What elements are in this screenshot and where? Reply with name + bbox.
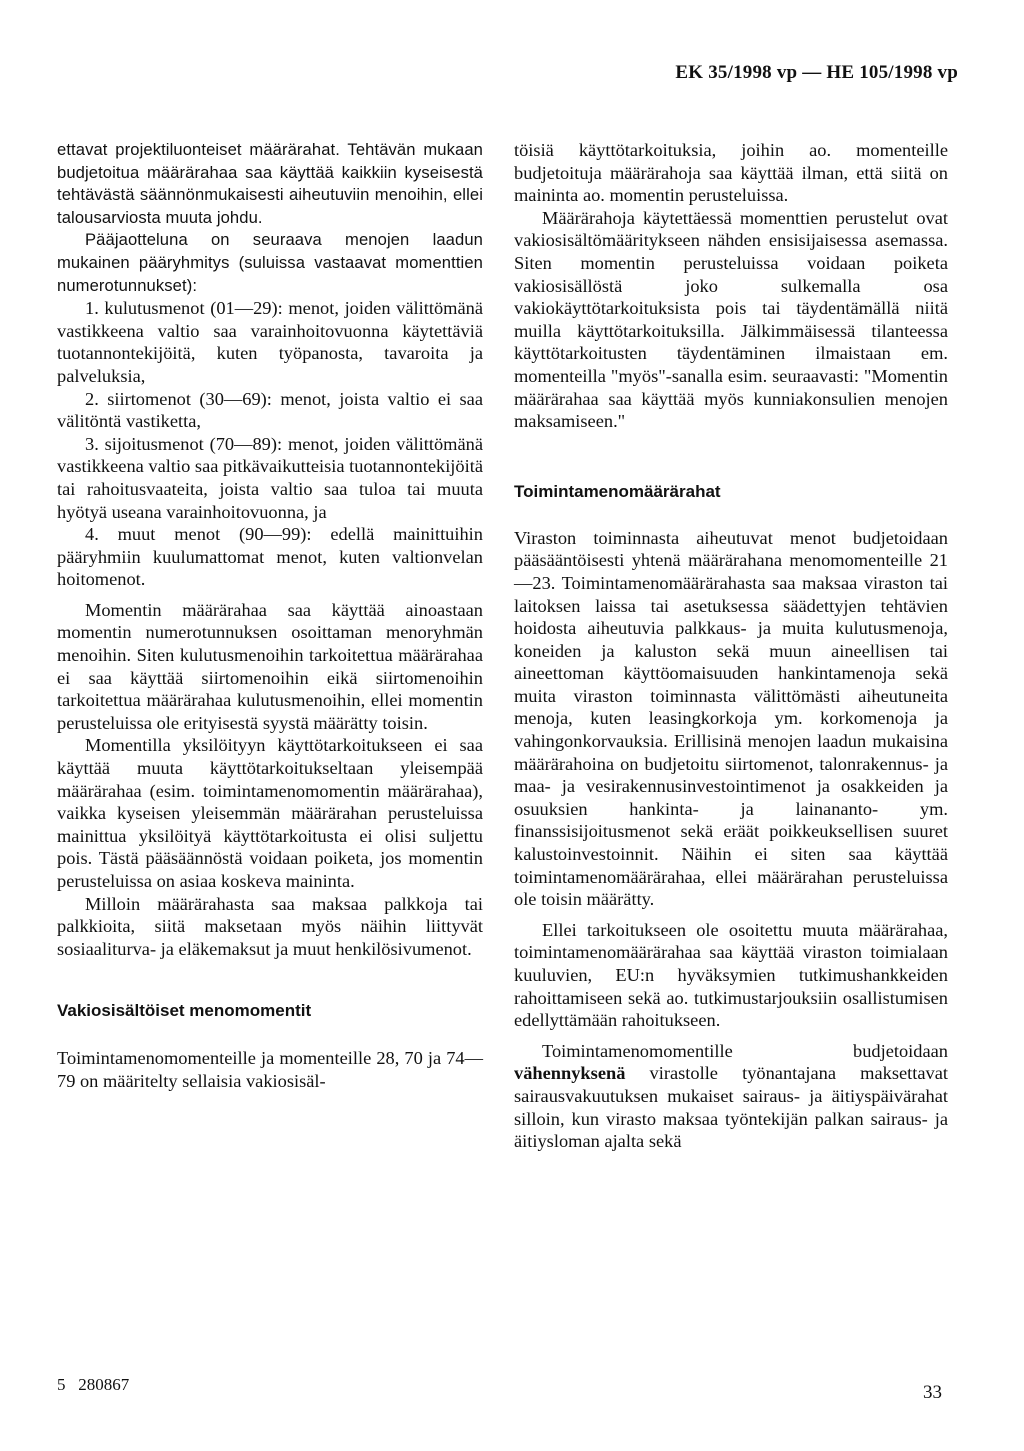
paragraph: Momentin määrärahaa saa käyttää ainoastaan momentin numerotunnuksen osoittaman menoryhmän menoihin. Siten kulutusmenoihin tarkoitettua määrärahaa ei saa käyttää siirtomenoihin eikä siirtomenoihin tarkoitettua määrärahaa kulutusmenoihin, ellei momentin perusteluissa ole erityisestä syystä määrätty toisin. [57, 599, 483, 733]
paragraph-text: Toimintamenomomentille budjetoidaan [542, 1040, 948, 1061]
section-heading: Toimintamenomäärärahat [514, 481, 721, 501]
paragraph: töisiä käyttötarkoituksia, joihin ao. momenteille budjetoituja määrärahoja saa käyttää ilman, että siitä on maininta ao. momentin perusteluissa. [514, 140, 948, 206]
paragraph: Milloin määrärahasta saa maksaa palkkoja tai palkkioita, siitä maksetaan myös näihin liittyvät sosiaaliturva- ja eläkemaksut ja muut henkilösivumenot. [57, 893, 483, 959]
list-item: 2. siirtomenot (30—69): menot, joista valtio ei saa välitöntä vastiketta, [57, 388, 483, 432]
paragraph [514, 1040, 948, 1153]
footer-code: 5 280867 [57, 1375, 130, 1394]
paragraph: ettavat projektiluonteiset määrärahat. Tehtävän mukaan budjetoitua määrärahaa saa käyttää kaikkiin kyseisestä tehtävästä säännönmukaisesti aiheutuviin menoihin, ellei talousarviosta muuta johdu. [57, 140, 483, 227]
list-item: 3. sijoitusmenot (70—89): menot, joiden välittömänä vastikkeena valtio saa pitkävaikutteisia tuotannontekijöitä tai rahoitusvaateita, joista valtio saa tuloa tai muuta hyötyä useana varainhoitovuonna, ja [57, 433, 483, 522]
page-header: EK 35/1998 vp — HE 105/1998 vp [675, 62, 958, 83]
paragraph: Pääjaotteluna on seuraava menojen laadun mukainen pääryhmitys (suluissa vastaavat momenttien numerotunnukset): [57, 230, 483, 295]
paragraph: Määrärahoja käytettäessä momenttien perustelut ovat vakiosisältömääritykseen nähden ensisijaisessa asemassa. Siten momentin perusteluissa voidaan poiketa vakiosisällöstä joko sulkemalla osa vakiokäyttötarkoituksista pois tai täydentämällä niitä muilla käyttötarkoituksilla. Jälkimmäisessä tilanteessa käyttötarkoitusten täydentäminen ilmaistaan em. momenteilla "myös"-sanalla esim. seuraavasti: "Momentin määrärahaa saa käyttää myös kunniakonsulien menojen maksamiseen." [514, 207, 948, 432]
section-heading: Vakiosisältöiset menomomentit [57, 1001, 312, 1021]
paragraph: Viraston toiminnasta aiheutuvat menot budjetoidaan pääsääntöisesti yhtenä määrärahana menomomenteille 21—23. Toimintamenomäärärahasta saa maksaa viraston tai laitoksen laissa tai asetuksessa säädettyjen tehtävien hoidosta aiheutuvia palkkaus- ja muita kulutusmenoja, koneiden ja kaluston sekä muun aineellisen tai aineettoman käyttöomaisuuden hankintamenoja sekä muita viraston toiminnasta välittömästi aiheutuneita menoja, kuten leasingkorkoja ym. korkomenoja ja vahingonkorvauksia. Erillisinä menojen laadun mukaisina määrärahoina on budjetoitu siirtomenot, talonrakennus- ja maa- ja vesirakennusinvestointimenot ja osakkeiden ja osuuksien hankinta- ja lainananto- ym. finanssisijoitusmenot sekä eräät poikkeuksellisen suuret kalustoinvestoinnit. Näihin ei siten saa käyttää toimintamenomäärärahaa, ellei määrärahan perusteluissa ole toisin määrätty. [514, 527, 948, 910]
paragraph: Momentilla yksilöityyn käyttötarkoitukseen ei saa käyttää muuta käyttötarkoitukseltaan yleisempää määrärahaa (esim. toimintamenomomentin määrärahaa), vaikka kyseisen yleisemmän määrärahan perusteluissa mainittua yksilöityä käyttötarkoitusta ei olisi suljettu pois. Tästä pääsäännöstä voidaan poiketa, jos momentin perusteluissa on asiaa koskeva maininta. [57, 735, 483, 891]
emphasis-text: vähennyksenä [514, 1063, 626, 1084]
list-item: 1. kulutusmenot (01—29): menot, joiden välittömänä vastikkeena valtio saa varainhoitovuonna käytettäviä tuotannontekijöitä, kuten työpanosta, tavaroita ja palveluksia, [57, 298, 483, 386]
list-item: 4. muut menot (90—99): edellä mainittuihin pääryhmiin kuulumattomat menot, kuten valtionvelan hoitomenot. [57, 524, 483, 590]
left-column [57, 139, 483, 1093]
page-number: 33 [923, 1382, 942, 1403]
paragraph: Ellei tarkoitukseen ole osoitettu muuta määrärahaa, toimintamenomäärärahaa saa käyttää viraston toimialaan kuuluvien, EU:n hyväksymien tutkimushankkeiden rahoittamiseen sekä ao. tutkimustarjouksiin osallistumisen edellyttämään rahoitukseen. [514, 919, 948, 1031]
right-column [514, 139, 948, 1153]
paragraph: Toimintamenomomenteille ja momenteille 28, 70 ja 74—79 on määritelty sellaisia vakiosisäl- [57, 1048, 483, 1091]
paragraph-text: virastolle työnantajana maksettavat sairausvakuutuksen mukaiset sairaus- ja äitiyspäivärahat silloin, kun virasto maksaa työntekijän palkan sairaus- ja äitiysloman ajalta sekä [514, 1063, 948, 1152]
